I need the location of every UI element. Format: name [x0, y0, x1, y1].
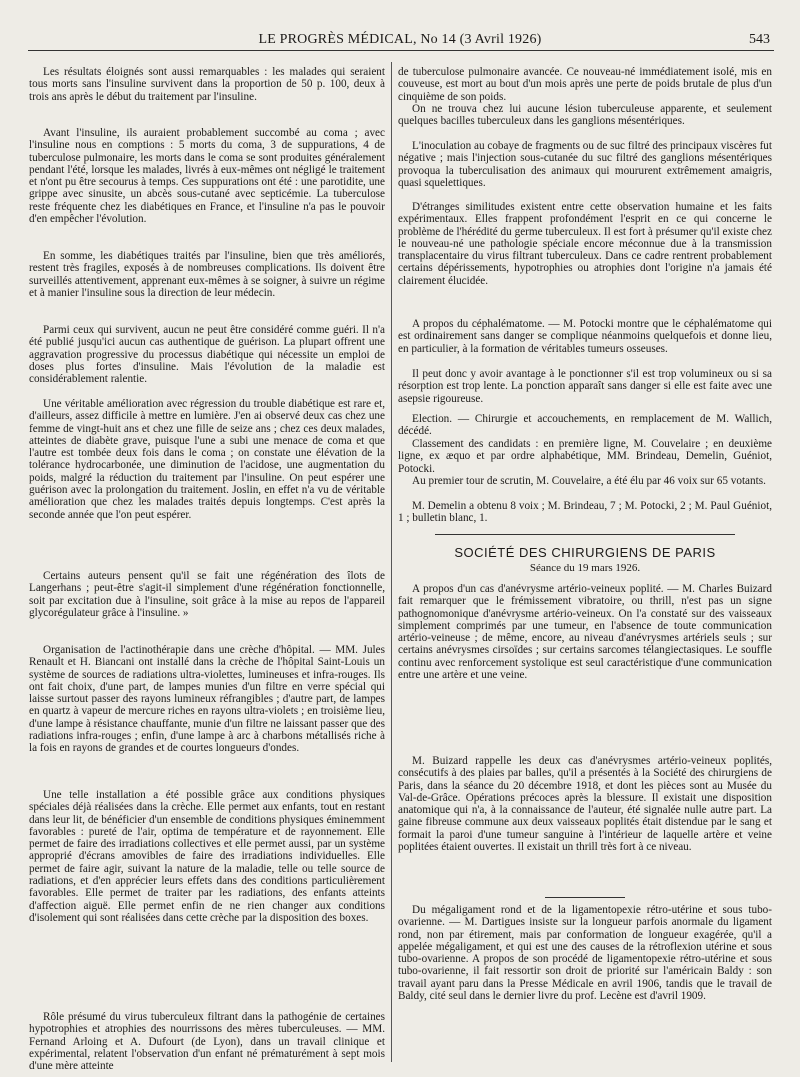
- paragraph: L'inoculation au cobaye de fragments ou de suc filtré des principaux viscères fut négative ; mais l'injection sous-cutanée du suc filtré des ganglions mésentériques provoqua la tuberculisation des animaux qui moururent extrêmement amaigris, quasi squelettiques.: [398, 140, 772, 189]
- paragraph: Les résultats éloignés sont aussi remarquables : les malades qui seraient tous morts sans l'insuline survivent dans la proportion de 50 p. 100, deux à trois ans après le début du traitement par l'insuline.: [29, 66, 385, 103]
- paragraph: Organisation de l'actinothérapie dans une crèche d'hôpital. — MM. Jules Renault et H. Biancani ont installé dans la crèche de l'hôpital Saint-Louis un système de sources de radiations ultra-violettes, lumineuses et infra-rouges. Ils ont fait choix, d'une part, de lampes munies d'un filtre en verre spécial qui laisse surtout passer des rayons lumineux réfrangibles ; d'autre part, de lampes en quartz à vapeur de mercure riches en rayons ultra-violets ; en troisième lieu, d'une lampe à résistance chauffante, munie d'un filtre ne laissant passer que des radiations infra-rouges ; enfin, d'une lampe à arc à charbons métallisés riche à la fois en rayons de grandes et de courtes longueurs d'ondes.: [29, 644, 385, 755]
- column-divider: [391, 62, 392, 1062]
- paragraph: M. Demelin a obtenu 8 voix ; M. Brindeau, 7 ; M. Potocki, 2 ; M. Paul Guéniot, 1 ; bulletin blanc, 1.: [398, 500, 772, 525]
- paragraph: En somme, les diabétiques traités par l'insuline, bien que très améliorés, restent très fragiles, exposés à de nombreuses complications. Ils doivent être surveillés attentivement, apprenant eux-mêmes à se soigner, à suivre un régime et à manier l'insuline sous la direction de leur médecin.: [29, 250, 385, 299]
- left-column: [29, 66, 385, 1073]
- paragraph: Certains auteurs pensent qu'il se fait une régénération des îlots de Langerhans ; peut-être s'agit-il simplement d'une régénération fonctionnelle, soit par excitation due à l'insuline, soit grâce à la mise au repos de l'appareil glycorégulateur grâce à l'insuline. »: [29, 570, 385, 619]
- paragraph: Il peut donc y avoir avantage à le ponctionner s'il est trop volumineux ou si sa résorption est trop lente. La ponction apparaît sans danger si elle est faite avec une asepsie rigoureuse.: [398, 368, 772, 405]
- section-subtitle: Séance du 19 mars 1926.: [529, 562, 641, 574]
- paragraph: Du mégaligament rond et de la ligamentopexie rétro-utérine et sous tubo-ovarienne. — M. Dartigues insiste sur la longueur parfois anormale du ligament rond, non par étirement, mais par conformation de longueur exagérée, qu'il a appelée mégaligament, et qui est une des causes de la rétroflexion utérine et sous tubo-ovarienne. A propos de son procédé de ligamentopexie rétro-utérine et sous tubo-ovarienne, il fait ressortir son droit de priorité sur l'américain Baldy : son travail ayant paru dans la Presse Médicale en avril 1906, tandis que le travail de Baldy, cité seul dans le dernier livre du prof. Lecène est d'avril 1909.: [398, 904, 772, 1002]
- paragraph: A propos d'un cas d'anévrysme artério-veineux poplité. — M. Charles Buizard fait remarquer que le frémissement vibratoire, ou thrill, n'est pas un signe pathognomonique d'anévrysme artério-veineux. On l'a constaté sur des vaisseaux simplement comprimés par une tumeur, en l'absence de toute communication artério-veineuse ; de même, encore, au niveau d'anévrysmes artériels seuls ; sur certains anévrysmes cirsoïdes ; sur certains sarcomes télangiectasiques. Le souffle continu avec renforcement systolique est seul caractéristique d'une communication entre une artère et une veine.: [398, 583, 772, 681]
- short-rule: [545, 897, 625, 898]
- paragraph: Une telle installation a été possible grâce aux conditions physiques spéciales déjà réalisées dans la crèche. Elle permet aux enfants, tout en restant dans leur lit, de bénéficier d'un ensemble de conditions physiques éminemment favorables : pureté de l'air, optima de température et de rayonnement. Elle permet de faire des irradiations collectives et elle permet aussi, par un système approprié d'écrans amovibles de faire des irradiations individuelles. Elle permet de faire agir, suivant la nature de la maladie, telle ou telle source de radiations, et d'en apprécier leurs effets dans des conditions particulièrement favorables. Elle permet de traiter par les radiations, des enfants atteints d'affection aiguë. Elle permet enfin de ne rien changer aux conditions d'isolement qui sont réalisées dans cette crèche par la disposition des boxes.: [29, 789, 385, 924]
- right-column: [398, 66, 772, 1052]
- paragraph: D'étranges similitudes existent entre cette observation humaine et les faits expérimentaux. Elles frappent profondément l'esprit en ce qui concerne le problème de l'hérédité du germe tuberculeux. Il est fort à présumer qu'il existe chez le nouveau-né une pathologie spéciale encore méconnue due à la transmission transplacentaire du virus filtrant tuberculeux. Dans ce cadre rentrent probablement certains dépérissements, hypotrophies ou atrophies dont l'origine n'a jamais été clairement élucidée.: [398, 201, 772, 287]
- paragraph: Rôle présumé du virus tuberculeux filtrant dans la pathogénie de certaines hypotrophies et atrophies des nourrissons des mères tuberculeuses. — MM. Fernand Arloing et A. Dufourt (de Lyon), dans un travail clinique et expérimental, relatent l'observation d'un enfant né prématurément à sept mois d'une mère atteinte: [29, 1011, 385, 1073]
- page-number: 543: [749, 32, 770, 47]
- paragraph: M. Buizard rappelle les deux cas d'anévrysmes artério-veineux poplités, consécutifs à des plaies par balles, qu'il a présentés à la Société des chirurgiens de Paris, dans la séance du 20 décembre 1918, et dont les pièces sont au Musée du Val-de-Grâce. Opérations précoces après la blessure. Il existait une disposition anatomique qui n'a, à la connaissance de l'auteur, été signalée nulle autre part. La gaine fibreuse commune aux deux vaisseaux poplités était distendue par le sang et formait la paroi d'une tumeur sanguine à l'intérieur de laquelle artère et veine poplitées étaient ouvertes. Il existait un thrill très fort à ce niveau.: [398, 755, 772, 853]
- paragraph: Parmi ceux qui survivent, aucun ne peut être considéré comme guéri. Il n'a été publié jusqu'ici aucun cas authentique de guérison. La plupart offrent une aggravation progressive du processus diabétique qui nécessite un emploi de doses plus fortes d'insuline. Mais l'évolution de la maladie est considérablement ralentie.: [29, 324, 385, 386]
- paragraph: A propos du céphalématome. — M. Potocki montre que le céphalématome qui est ordinairement sans danger se complique néanmoins quelquefois et donne lieu, en particulier, à la formation de véritables tumeurs osseuses.: [398, 318, 772, 355]
- paragraph: Election. — Chirurgie et accouchements, en remplacement de M. Wallich, décédé.: [398, 413, 772, 438]
- journal-title: LE PROGRÈS MÉDICAL, No 14 (3 Avril 1926): [258, 32, 542, 47]
- header-rule: [28, 50, 774, 51]
- running-header: [0, 30, 800, 50]
- paragraph: On ne trouva chez lui aucune lésion tuberculeuse apparente, et seulement quelques bacilles tuberculeux dans les ganglions mésentériques.: [398, 103, 772, 128]
- section-title: SOCIÉTÉ DES CHIRURGIENS DE PARIS: [454, 545, 716, 560]
- paragraph: de tuberculose pulmonaire avancée. Ce nouveau-né immédiatement isolé, mis en couveuse, est mort au bout d'un mois après une perte de poids brutale de plus d'un cinquième de son poids.: [398, 66, 772, 103]
- paragraph: Une véritable amélioration avec régression du trouble diabétique est rare et, d'ailleurs, assez difficile à mettre en lumière. J'en ai observé deux cas chez une femme de vingt-huit ans et chez une fille de seize ans ; chez ces deux malades, atteintes de diabète grave, puisque l'une a subi une menace de coma et que l'autre est tombée deux fois dans le coma ; on constate une élévation de la tolérance hydrocarbonée, une diminution de l'acidose, une augmentation du poids, malgré la réduction du traitement par l'insuline. On peut espérer une guérison avec la prolongation du traitement. Joslin, en effet n'a vu de véritable amélioration que chez les malades traités depuis longtemps. C'est après la seconde année que l'on peut espérer.: [29, 398, 385, 521]
- section-rule: [435, 534, 735, 535]
- paragraph: Classement des candidats : en première ligne, M. Couvelaire ; en deuxième ligne, ex æquo et par ordre alphabétique, MM. Brindeau, Demelin, Guéniot, Potocki.: [398, 438, 772, 475]
- paragraph: Au premier tour de scrutin, M. Couvelaire, a été élu par 46 voix sur 65 votants.: [412, 475, 766, 487]
- section-header: [398, 545, 772, 575]
- paragraph: Avant l'insuline, ils auraient probablement succombé au coma ; avec l'insuline nous en comptions : 5 morts du coma, 3 de suppurations, 4 de tuberculose pulmonaire, les morts dans le coma se sont produites généralement pendant l'été, lorsque les malades, livrés à eux-mêmes ont négligé le traitement et n'ont pu être secourus à temps. Ces suppurations ont été : une parotidite, une grippe avec sinusite, un abcès sous-cutané avec septicémie. La tuberculose reste fréquente chez les diabétiques en France, et l'insuline n'a pas le pouvoir d'en empêcher l'évolution.: [29, 127, 385, 225]
